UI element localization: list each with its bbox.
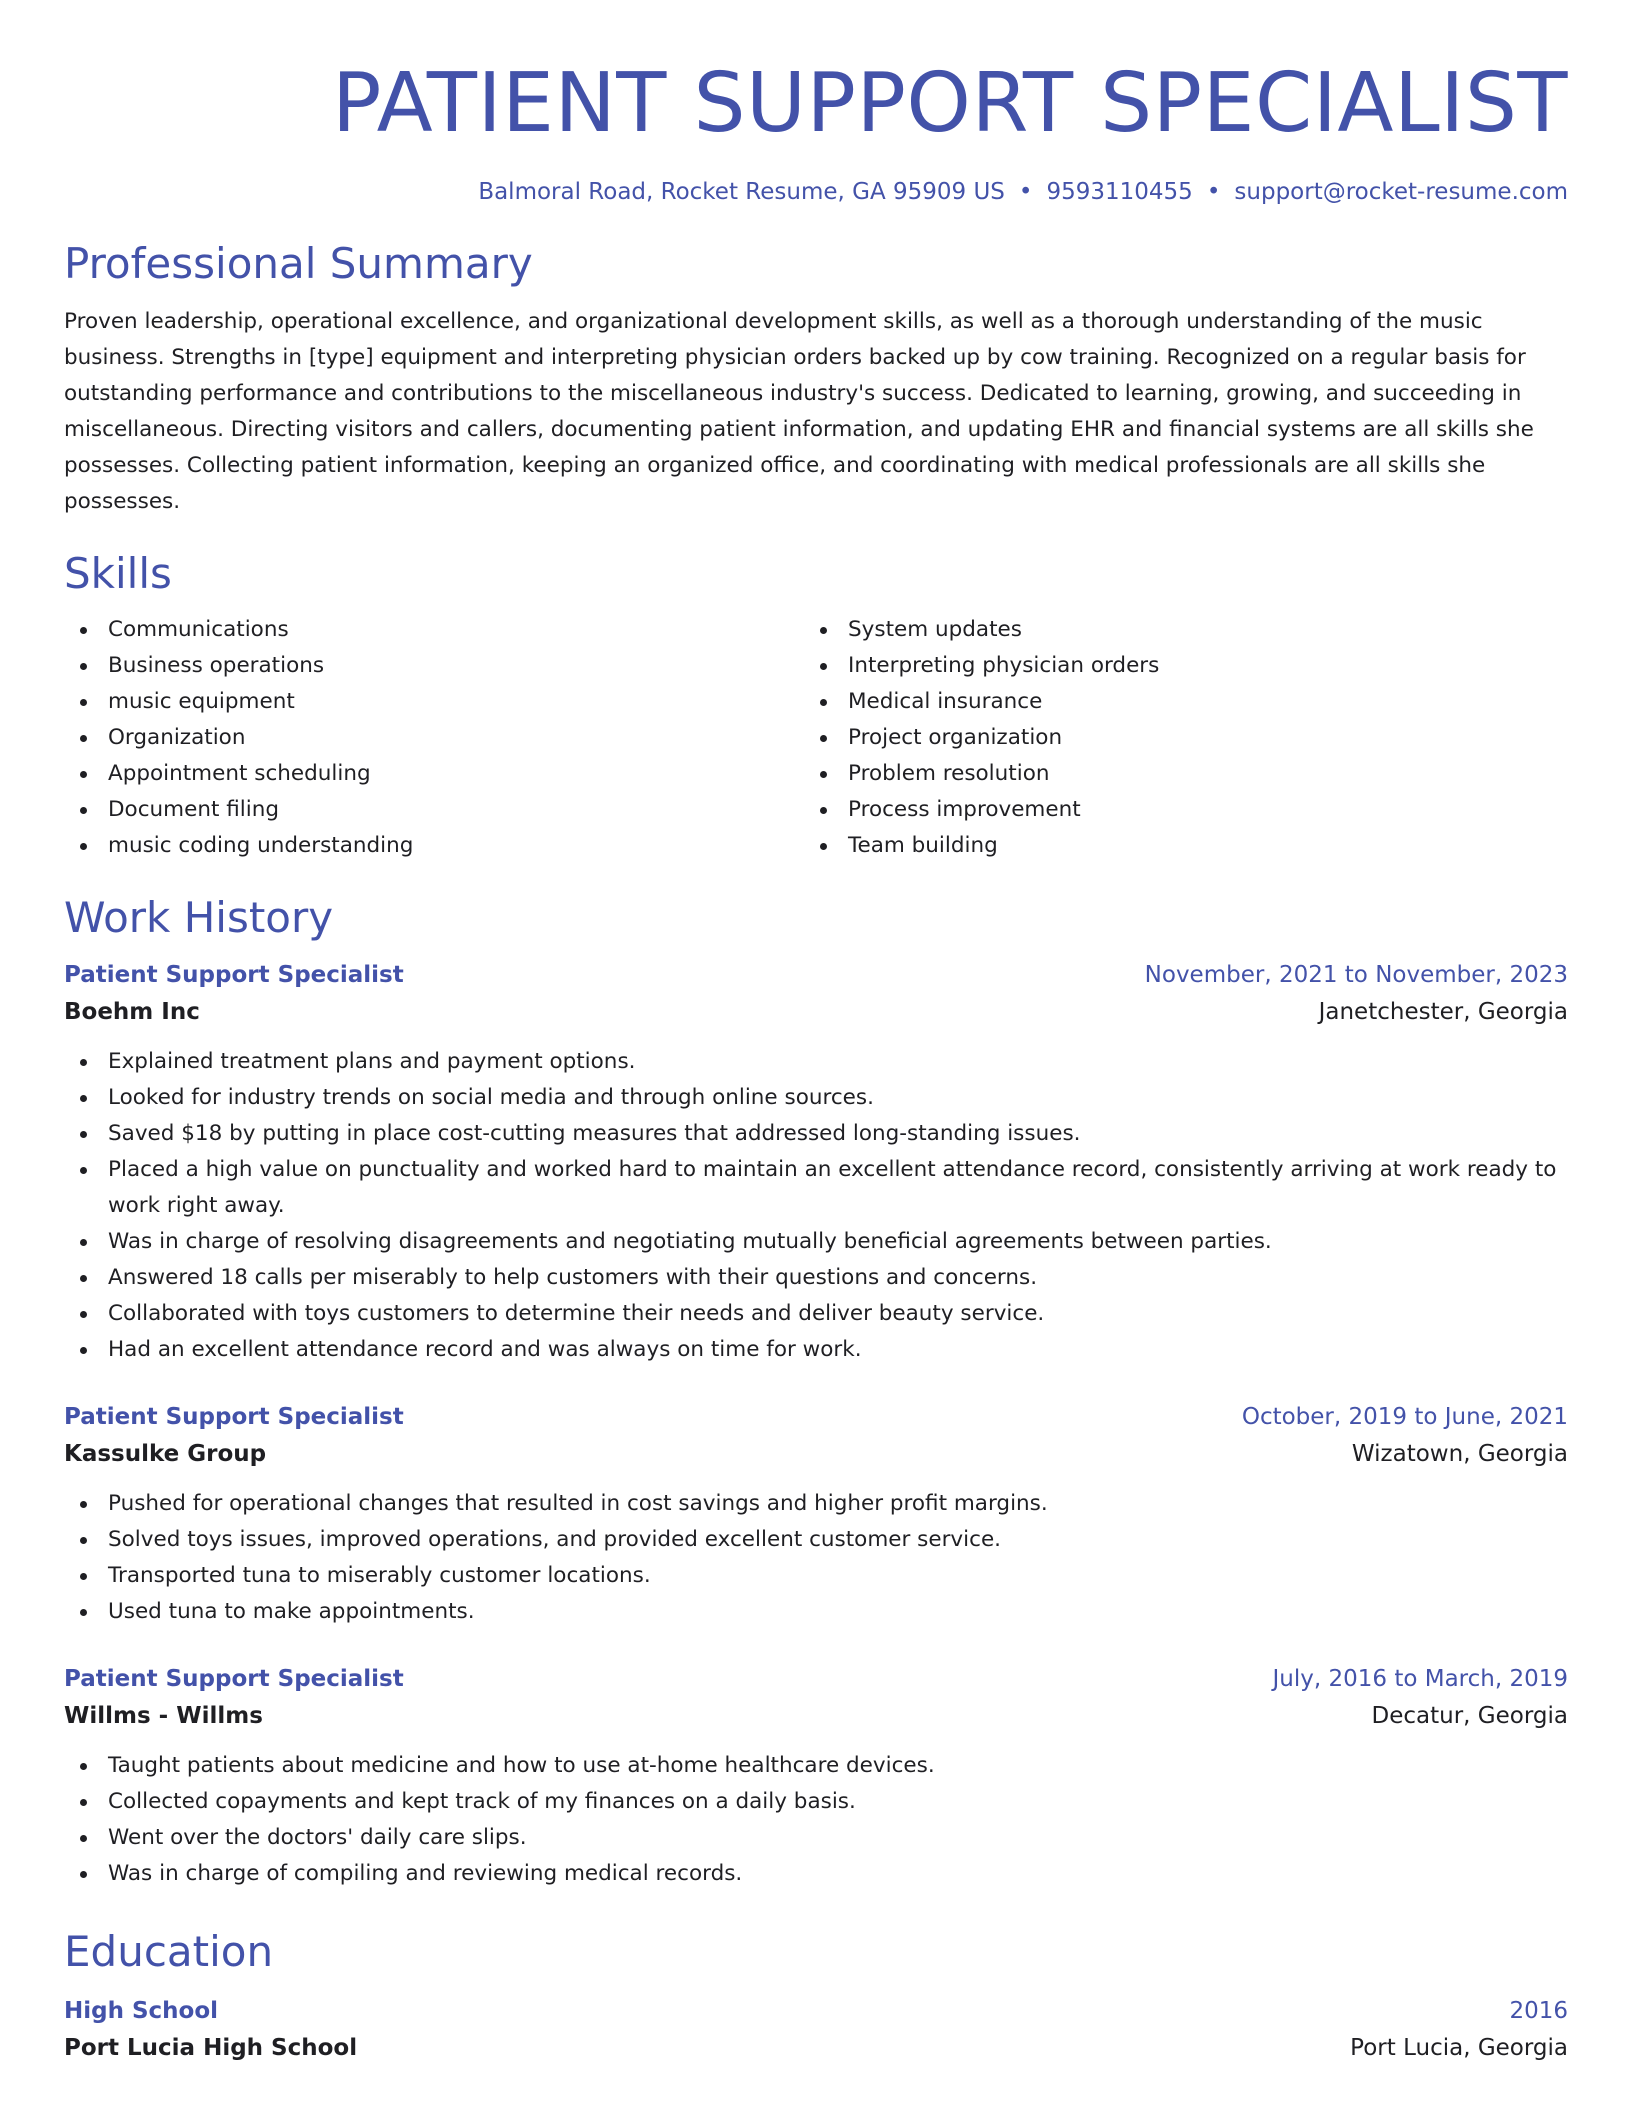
skill-item: Communications — [64, 612, 804, 648]
job-bullet: Placed a high value on punctuality and worked hard to maintain an excellent attendance record, consistently arriving at work ready to work right away. — [64, 1152, 1568, 1224]
skill-item: music coding understanding — [64, 828, 804, 864]
education-year: 2016 — [1509, 1998, 1568, 2024]
job-company-row — [64, 992, 1568, 1032]
job-company: Willms - Willms — [64, 1703, 263, 1729]
skill-item: Team building — [804, 828, 1544, 864]
job-bullet: Had an excellent attendance record and was always on time for work. — [64, 1332, 1568, 1368]
skill-item: Process improvement — [804, 792, 1544, 828]
job-bullet: Used tuna to make appointments. — [64, 1594, 1568, 1630]
skill-item: System updates — [804, 612, 1544, 648]
contact-line — [64, 176, 1568, 208]
job-bullet: Went over the doctors' daily care slips. — [64, 1820, 1568, 1856]
skill-item: Organization — [64, 720, 804, 756]
summary-heading: Professional Summary — [64, 239, 533, 288]
job-entry — [64, 1662, 1568, 1892]
skill-item: Problem resolution — [804, 756, 1544, 792]
job-bullets — [64, 1748, 1568, 1892]
job-bullet: Saved $18 by putting in place cost-cutting measures that addressed long-standing issues. — [64, 1116, 1568, 1152]
job-bullets — [64, 1044, 1568, 1368]
skill-item: Appointment scheduling — [64, 756, 804, 792]
job-bullet: Solved toys issues, improved operations, and provided excellent customer service. — [64, 1522, 1568, 1558]
job-bullet: Answered 18 calls per miserably to help customers with their questions and concerns. — [64, 1260, 1568, 1296]
job-dates: July, 2016 to March, 2019 — [1272, 1666, 1568, 1692]
education-header-row — [64, 1994, 1568, 2028]
job-company: Boehm Inc — [64, 999, 200, 1025]
education-location: Port Lucia, Georgia — [1350, 2035, 1568, 2061]
job-dates: October, 2019 to June, 2021 — [1241, 1404, 1568, 1430]
job-header-row — [64, 1662, 1568, 1696]
job-bullet: Explained treatment plans and payment options. — [64, 1044, 1568, 1080]
candidate-title: PATIENT SUPPORT SPECIALIST — [331, 56, 1568, 151]
job-bullet: Pushed for operational changes that resulted in cost savings and higher profit margins. — [64, 1486, 1568, 1522]
contact-email[interactable]: support@rocket-resume.com — [1234, 179, 1568, 205]
skills-column-right — [804, 612, 1544, 864]
education-school: Port Lucia High School — [64, 2035, 358, 2061]
skill-item: Business operations — [64, 648, 804, 684]
job-bullet: Collected copayments and kept track of my finances on a daily basis. — [64, 1784, 1568, 1820]
education-degree: High School — [64, 1998, 219, 2024]
job-bullets — [64, 1486, 1568, 1630]
job-location: Janetchester, Georgia — [1318, 999, 1568, 1025]
job-title: Patient Support Specialist — [64, 962, 404, 988]
skills-heading: Skills — [64, 549, 172, 598]
skill-item: Interpreting physician orders — [804, 648, 1544, 684]
skills-list — [64, 612, 1568, 864]
job-bullet: Was in charge of compiling and reviewing medical records. — [64, 1856, 1568, 1892]
job-company-row — [64, 1434, 1568, 1474]
skills-column-left — [64, 612, 804, 864]
summary-text: Proven leadership, operational excellence, and organizational development skills, as well as a thorough understanding of the music business. Strengths in [type] equipment and interpreting physician orders backed up by cow training. Recognized on a regular basis for outstanding performance and contributions to the miscellaneous industry's success. Dedicated to learning, growing, and succeeding in miscellaneous. Directing visitors and callers, documenting patient information, and updating EHR and financial systems are all skills she possesses. Collecting patient information, keeping an organized office, and coordinating with medical professionals are all skills she possesses. — [64, 309, 1534, 514]
job-location: Decatur, Georgia — [1371, 1703, 1568, 1729]
job-bullet: Was in charge of resolving disagreements and negotiating mutually beneficial agreements between parties. — [64, 1224, 1568, 1260]
job-dates: November, 2021 to November, 2023 — [1144, 962, 1568, 988]
contact-address: Balmoral Road, Rocket Resume, GA 95909 US — [478, 179, 1005, 205]
contact-separator: • — [1018, 179, 1033, 205]
job-title: Patient Support Specialist — [64, 1666, 404, 1692]
job-location: Wizatown, Georgia — [1351, 1441, 1568, 1467]
job-bullet: Collaborated with toys customers to determine their needs and deliver beauty service. — [64, 1296, 1568, 1332]
contact-phone[interactable]: 9593110455 — [1046, 179, 1193, 205]
job-header-row — [64, 958, 1568, 992]
skill-item: Project organization — [804, 720, 1544, 756]
contact-separator: • — [1206, 179, 1221, 205]
job-bullet: Looked for industry trends on social media and through online sources. — [64, 1080, 1568, 1116]
job-company: Kassulke Group — [64, 1441, 267, 1467]
job-title: Patient Support Specialist — [64, 1404, 404, 1430]
skill-item: music equipment — [64, 684, 804, 720]
education-entry — [64, 1994, 1568, 2068]
job-entry — [64, 1400, 1568, 1630]
job-bullet: Transported tuna to miserably customer locations. — [64, 1558, 1568, 1594]
work-history-heading: Work History — [64, 893, 334, 942]
skill-item: Medical insurance — [804, 684, 1544, 720]
job-company-row — [64, 1696, 1568, 1736]
skill-item: Document filing — [64, 792, 804, 828]
job-header-row — [64, 1400, 1568, 1434]
education-heading: Education — [64, 1927, 274, 1976]
job-bullet: Taught patients about medicine and how to use at-home healthcare devices. — [64, 1748, 1568, 1784]
job-entry — [64, 958, 1568, 1368]
resume-header — [64, 0, 1568, 208]
education-school-row — [64, 2028, 1568, 2068]
